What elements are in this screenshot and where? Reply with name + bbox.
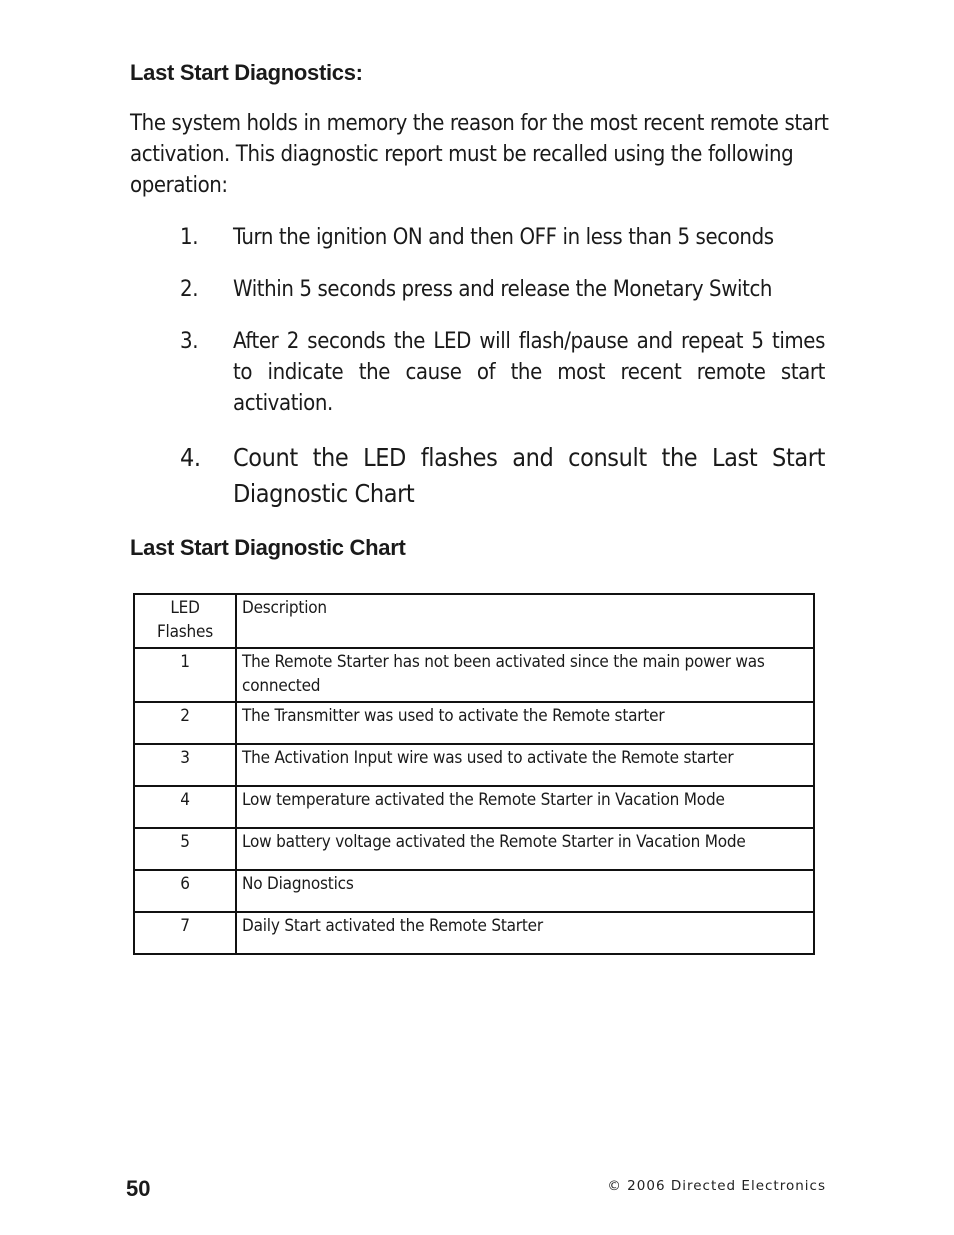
section-heading-chart: Last Start Diagnostic Chart — [130, 535, 406, 560]
description-cell: No Diagnostics — [236, 870, 814, 912]
step-item — [180, 274, 825, 305]
description-cell: The Transmitter was used to activate the Remote starter — [236, 702, 814, 744]
header-led-flashes: LED Flashes — [134, 594, 236, 648]
table-row — [134, 786, 814, 828]
description-cell: Low temperature activated the Remote Starter in Vacation Mode — [236, 786, 814, 828]
intro-paragraph: The system holds in memory the reason for the most recent remote start activation. This diagnostic report must be recalled using the following operation: — [130, 111, 829, 198]
diagnostic-chart-table — [133, 593, 815, 955]
table-row — [134, 648, 814, 702]
step-text: Within 5 seconds press and release the Monetary Switch — [233, 277, 773, 302]
description-cell: Daily Start activated the Remote Starter — [236, 912, 814, 954]
led-count-cell: 7 — [134, 912, 236, 954]
step-item — [180, 440, 825, 512]
step-number: 3. — [180, 329, 199, 354]
table-row — [134, 912, 814, 954]
led-count-cell: 6 — [134, 870, 236, 912]
page-number: 50 — [126, 1176, 151, 1201]
table-row — [134, 870, 814, 912]
step-number: 2. — [180, 277, 199, 302]
led-count-cell: 1 — [134, 648, 236, 702]
led-count-cell: 2 — [134, 702, 236, 744]
description-cell: Low battery voltage activated the Remote Starter in Vacation Mode — [236, 828, 814, 870]
led-count-cell: 5 — [134, 828, 236, 870]
description-cell: The Remote Starter has not been activated since the main power was connected — [236, 648, 814, 702]
header-description: Description — [236, 594, 814, 648]
table-row — [134, 744, 814, 786]
step-item — [180, 222, 825, 253]
table-row — [134, 702, 814, 744]
description-cell: The Activation Input wire was used to activate the Remote starter — [236, 744, 814, 786]
step-item — [180, 326, 825, 419]
step-text: After 2 seconds the LED will flash/pause and repeat 5 times to indicate the cause of the most recent remote start activation. — [233, 329, 825, 416]
step-text: Turn the ignition ON and then OFF in less than 5 seconds — [233, 225, 774, 250]
led-count-cell: 4 — [134, 786, 236, 828]
step-number: 4. — [180, 443, 201, 472]
copyright-notice: © 2006 Directed Electronics — [607, 1178, 826, 1194]
table-row — [134, 828, 814, 870]
step-text: Count the LED flashes and consult the Last Start Diagnostic Chart — [233, 443, 825, 508]
led-count-cell: 3 — [134, 744, 236, 786]
step-number: 1. — [180, 225, 199, 250]
table-header-row — [134, 594, 814, 648]
section-heading-diagnostics: Last Start Diagnostics: — [130, 60, 363, 85]
steps-list — [180, 222, 825, 533]
